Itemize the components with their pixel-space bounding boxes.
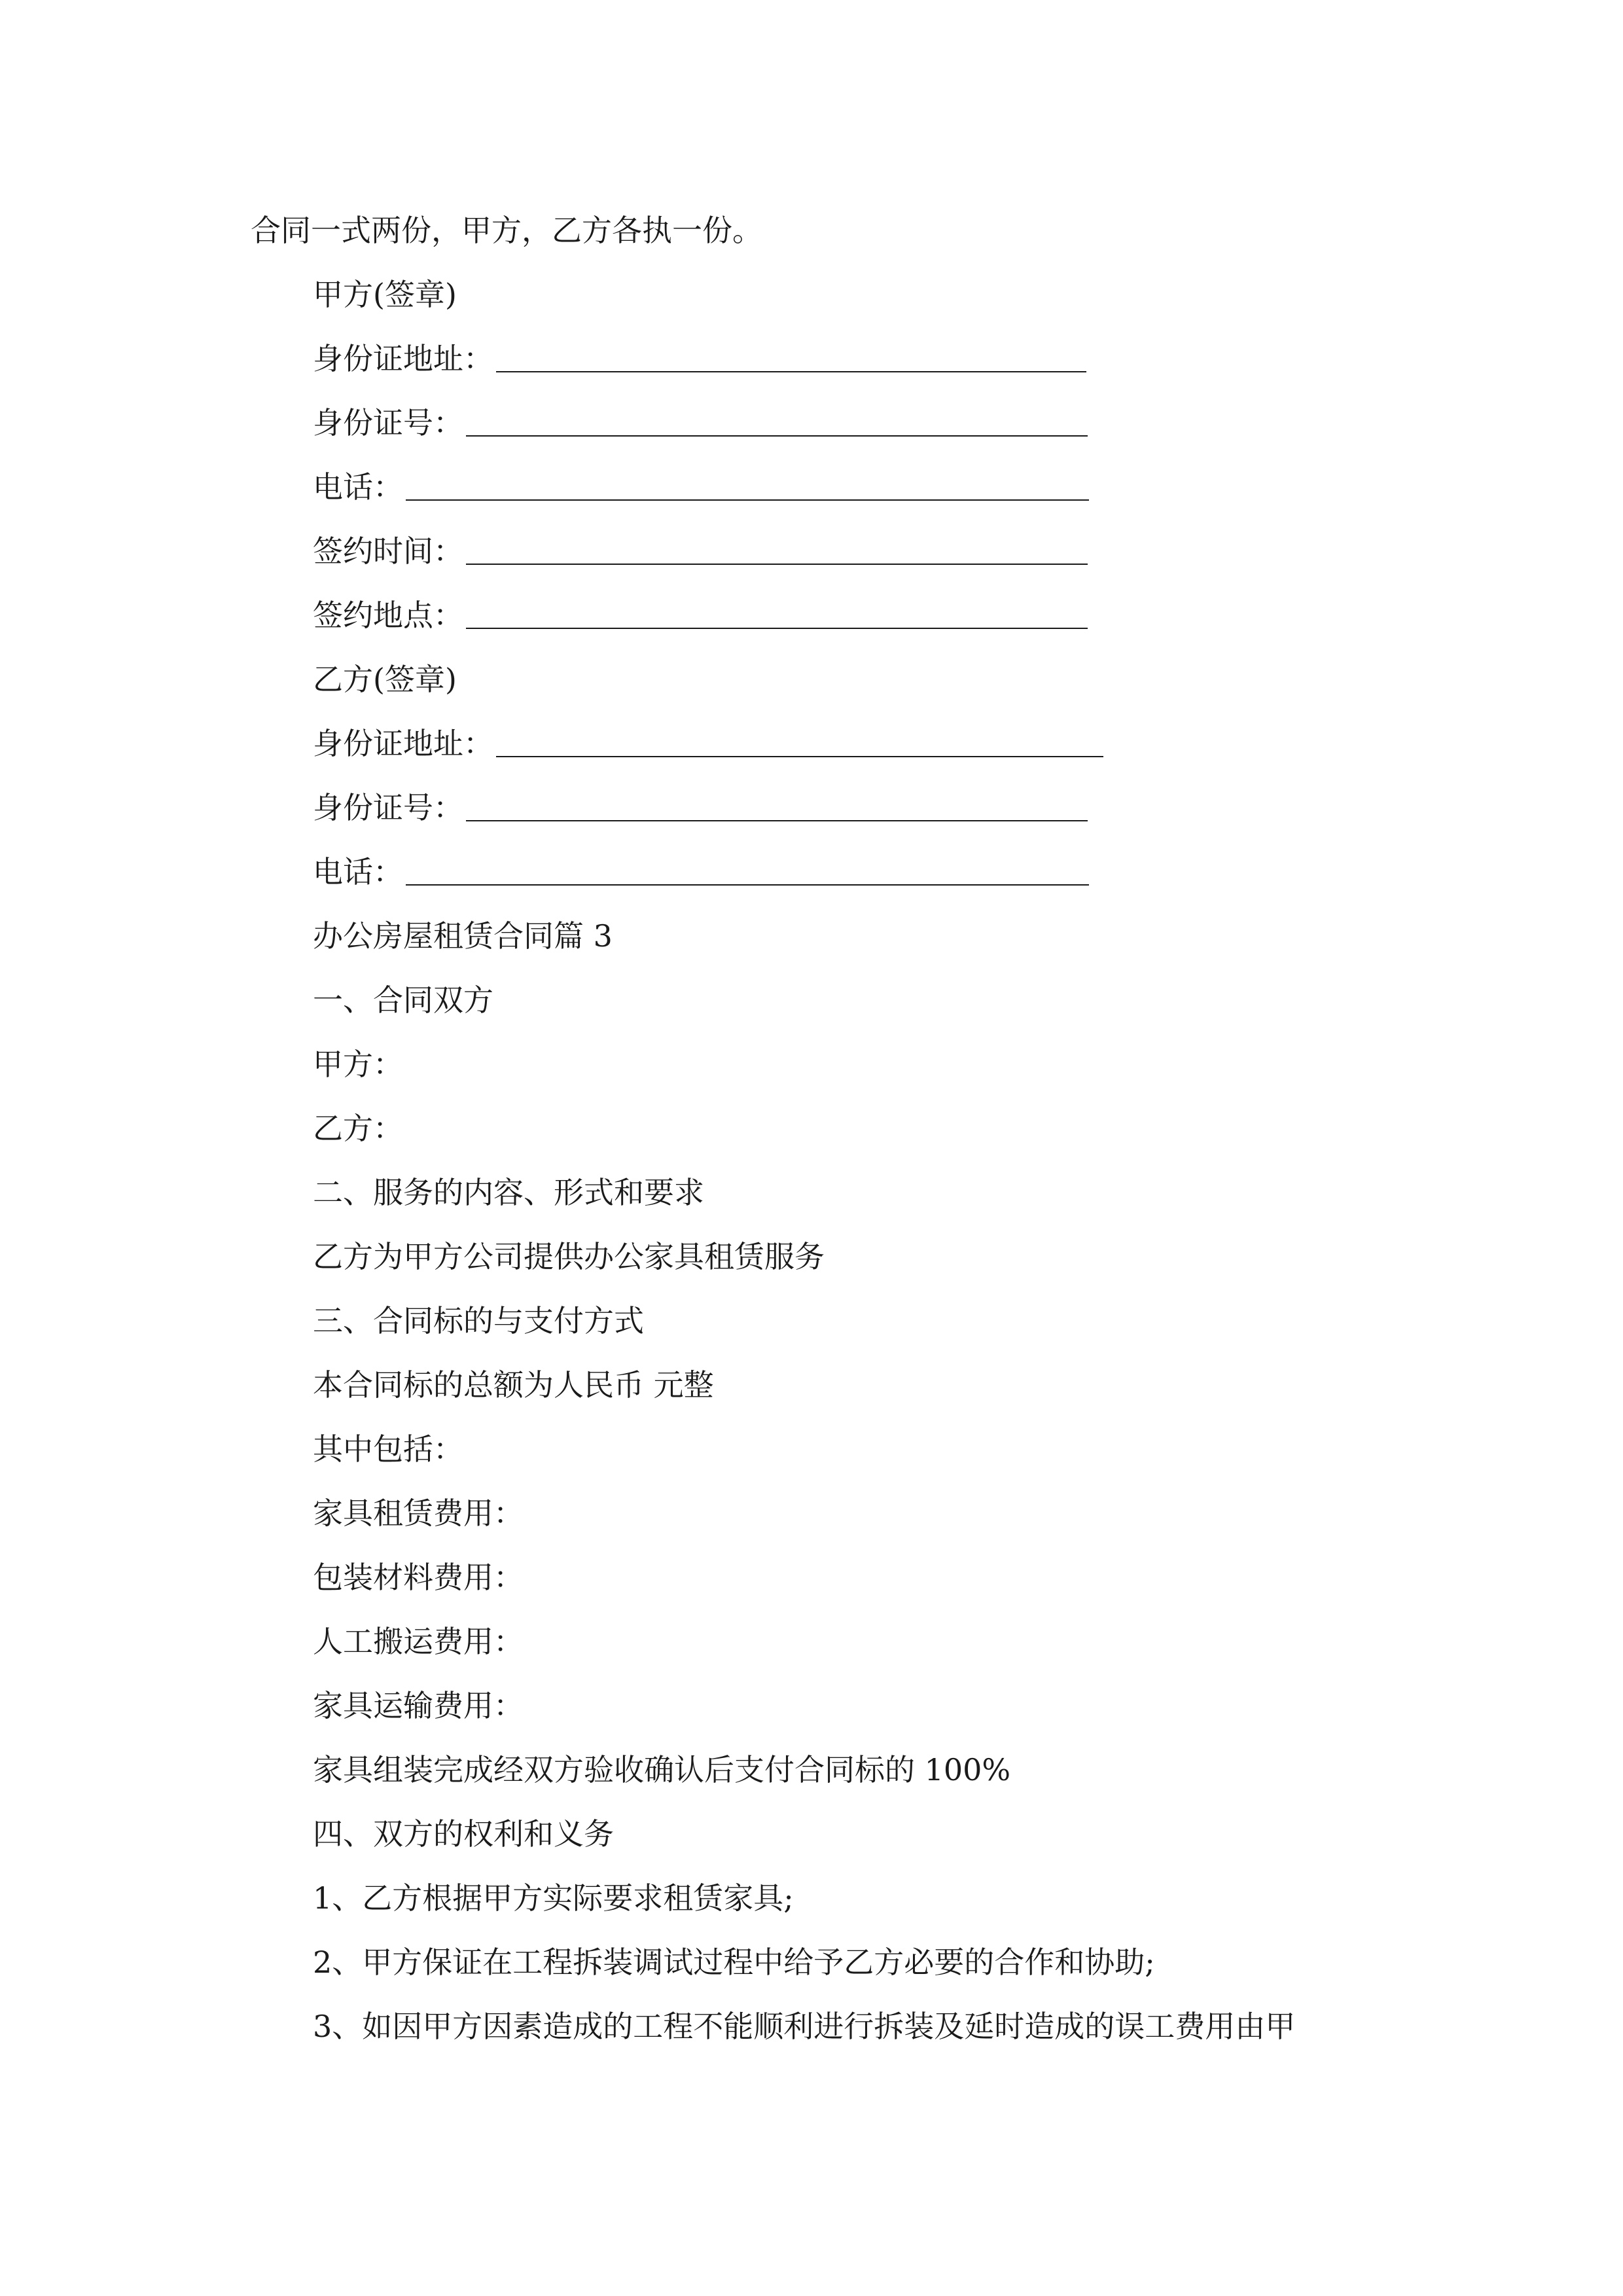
copies-clause-text: 合同一式两份，甲方，乙方各执一份。 — [251, 213, 762, 248]
paragraph: 家具运输费用： — [313, 1688, 524, 1723]
party-b-id-number-row — [313, 788, 1088, 827]
party-b-id-address-row — [313, 724, 1103, 763]
field-label: 电话： — [313, 854, 403, 889]
paragraph: 一、合同双方 — [313, 982, 493, 1018]
party-a-seal-text: 甲方(签章) — [313, 277, 457, 312]
party-a-phone-row — [313, 467, 1089, 507]
section-heading-text: 办公房屋租赁合同篇 3 — [313, 918, 613, 954]
party-a-id-number-blank[interactable] — [466, 409, 1088, 437]
paragraph: 四、双方的权利和义务 — [313, 1816, 614, 1852]
paragraph: 其中包括： — [313, 1431, 463, 1467]
section-heading — [313, 916, 613, 956]
paragraph: 甲方： — [313, 1047, 403, 1082]
party-b-seal-text: 乙方(签章) — [313, 662, 457, 697]
paragraph: 三、合同标的与支付方式 — [313, 1303, 644, 1338]
party-b-id-address-blank[interactable] — [496, 730, 1103, 757]
field-label: 身份证号： — [313, 405, 463, 440]
paragraph: 二、服务的内容、形式和要求 — [313, 1175, 704, 1210]
paragraph: 2、甲方保证在工程拆装调试过程中给予乙方必要的合作和协助; — [313, 1945, 1155, 1980]
paragraph: 包装材料费用： — [313, 1560, 524, 1595]
field-label: 身份证地址： — [313, 726, 493, 761]
field-label: 身份证地址： — [313, 341, 493, 376]
party-b-phone-row — [313, 852, 1089, 891]
paragraph: 1、乙方根据甲方实际要求租赁家具; — [313, 1880, 794, 1916]
party-b-id-number-blank[interactable] — [466, 794, 1088, 821]
signing-time-blank[interactable] — [466, 537, 1088, 565]
field-label: 电话： — [313, 469, 403, 505]
paragraph: 乙方为甲方公司提供办公家具租赁服务 — [313, 1239, 825, 1274]
paragraph: 人工搬运费用： — [313, 1624, 524, 1659]
field-label: 身份证号： — [313, 790, 463, 825]
party-a-id-number-row — [313, 403, 1088, 442]
field-label: 签约地点： — [313, 598, 463, 633]
paragraph: 家具组装完成经双方验收确认后支付合同标的 100% — [313, 1752, 1011, 1787]
paragraph: 乙方： — [313, 1111, 403, 1146]
party-a-seal-label — [313, 275, 457, 314]
signing-time-row — [313, 531, 1088, 571]
signing-place-blank[interactable] — [466, 601, 1088, 629]
party-a-phone-blank[interactable] — [406, 473, 1089, 501]
paragraph: 本合同标的总额为人民币 元整 — [313, 1367, 714, 1403]
party-b-seal-label — [313, 660, 457, 699]
party-a-id-address-blank[interactable] — [496, 345, 1086, 372]
paragraph: 3、如因甲方因素造成的工程不能顺利进行拆装及延时造成的误工费用由甲 — [313, 2009, 1296, 2044]
field-label: 签约时间： — [313, 533, 463, 569]
signing-place-row — [313, 596, 1088, 635]
copies-clause — [251, 211, 762, 250]
party-b-phone-blank[interactable] — [406, 858, 1089, 886]
party-a-id-address-row — [313, 339, 1086, 378]
paragraph: 家具租赁费用： — [313, 1496, 524, 1531]
